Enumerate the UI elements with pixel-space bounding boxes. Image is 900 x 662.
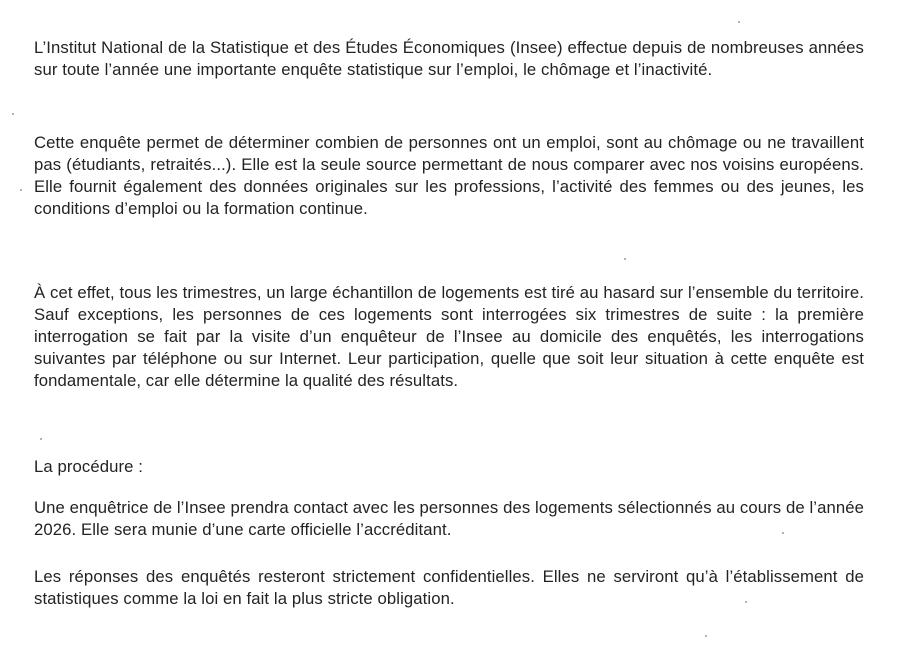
- scan-speck: [782, 532, 784, 534]
- paragraph-text: La procédure :: [34, 457, 144, 476]
- paragraph-text: À cet effet, tous les trimestres, un large échantillon de logements est tiré au hasard sur l’ensemble du territoire. Sauf exceptions, les personnes de ces logements sont interrogées six trimestres de suite : la première interrogation se fait par la visite d’un enquêteur de l’Insee au domicile des enquêtés, les interrogations suivantes par téléphone ou sur Internet. Leur participation, quelle que soit leur situation à cette enquête est fondamentale, car elle détermine la qualité des résultats.: [34, 283, 864, 390]
- paragraph-confidentiality: [34, 566, 864, 610]
- scan-speck: [40, 438, 42, 440]
- scan-speck: [705, 635, 707, 637]
- scan-speck: [738, 21, 740, 23]
- paragraph-contact: [34, 497, 864, 541]
- paragraph-purpose: [34, 132, 864, 220]
- paragraph-text: Les réponses des enquêtés resteront strictement confidentielles. Elles ne serviront qu’à l’établissement de statistiques comme la loi en fait la plus stricte obligation.: [34, 567, 864, 608]
- scan-speck: [745, 601, 747, 603]
- paragraph-text: Cette enquête permet de déterminer combien de personnes ont un emploi, sont au chômage ou ne travaillent pas (étudiants, retraités...). Elle est la seule source permettant de nous comparer avec nos voisins européens. Elle fournit également des données originales sur les professions, l’activité des femmes ou des jeunes, les conditions d’emploi ou la formation continue.: [34, 133, 864, 218]
- scan-speck: [20, 189, 22, 191]
- paragraph-text: L’Institut National de la Statistique et des Études Économiques (Insee) effectue depuis de nombreuses années sur toute l’année une importante enquête statistique sur l’emploi, le chômage et l’inactivité.: [34, 38, 864, 79]
- paragraph-intro: [34, 37, 864, 81]
- paragraph-text: Une enquêtrice de l’Insee prendra contact avec les personnes des logements sélectionnés au cours de l’année 2026. Elle sera munie d’une carte officielle l’accréditant.: [34, 498, 864, 539]
- scan-speck: [624, 258, 626, 260]
- paragraph-method: [34, 282, 864, 392]
- procedure-heading: [34, 456, 864, 478]
- scan-speck: [12, 113, 14, 115]
